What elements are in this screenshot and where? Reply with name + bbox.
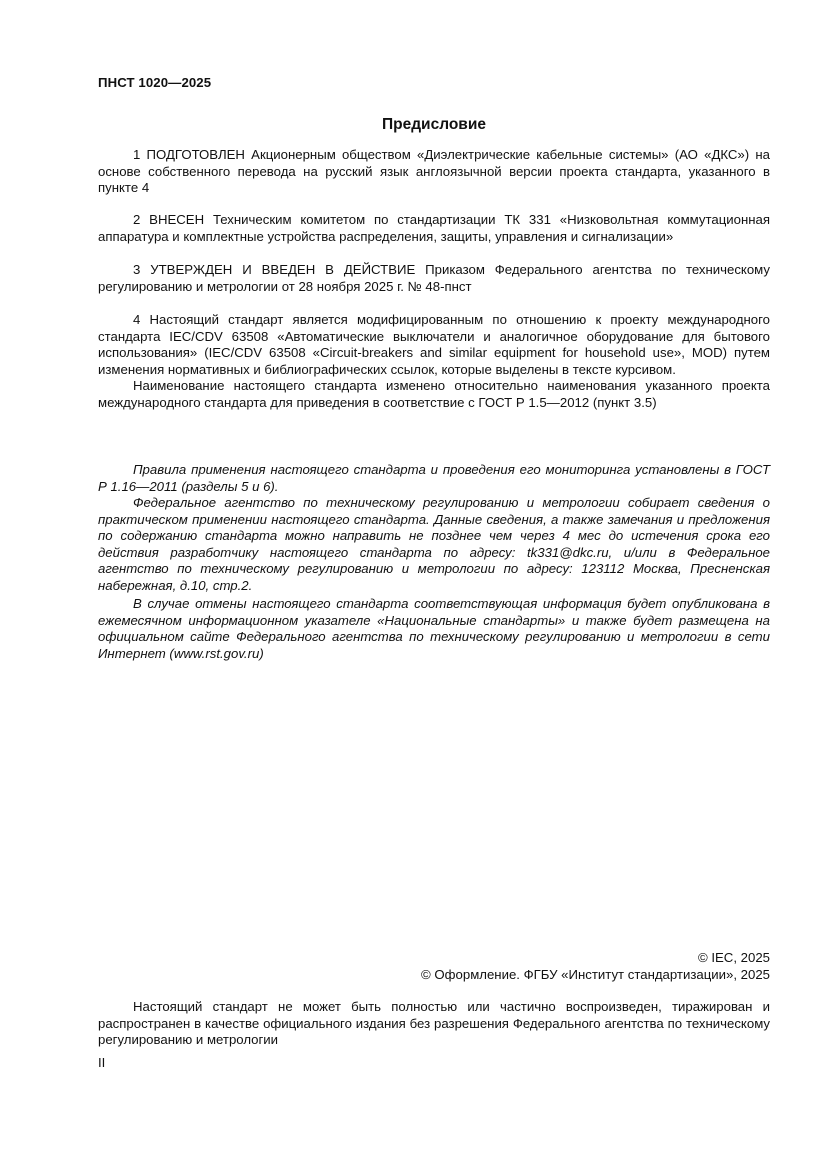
notice-paragraph-feedback: Федеральное агентство по техническому регулированию и метрологии собирает сведения о практическом применении настоящего стандарта. Данные сведения, а также замечания и предложения по содержанию стандарта можно направить не позднее чем через 4 мес до истечения срока его действия разработчику настоящего стандарта по адресу: tk331@dkc.ru, и/или в Федеральное агентство по техническому регулированию и метрологии по адресу: 123112 Москва, Пресненская набережная, д.10, стр.2. <box>98 495 770 593</box>
footer-restriction: Настоящий стандарт не может быть полностью или частично воспроизведен, тиражирован и распространен в качестве официального издания без разрешения Федерального агентства по техническому регулированию и метрологии <box>98 999 770 1047</box>
page-title: Предисловие <box>381 116 486 133</box>
preface-item-3: 3 УТВЕРЖДЕН И ВВЕДЕН В ДЕЙСТВИЕ Приказом Федерального агентства по техническому регулированию и метрологии от 28 ноября 2025 г. № 48-пнст <box>98 262 770 294</box>
preface-item-4-note: Наименование настоящего стандарта изменено относительно наименования указанного проекта международного стандарта для приведения в соответствие с ГОСТ Р 1.5—2012 (пункт 3.5) <box>98 378 770 410</box>
copyright-design: © Оформление. ФГБУ «Институт стандартизации», 2025 <box>421 967 770 982</box>
copyright-iec: © IEC, 2025 <box>697 950 770 965</box>
preface-item-1: 1 ПОДГОТОВЛЕН Акционерным обществом «Диэлектрические кабельные системы» (АО «ДКС») на основе собственного перевода на русский язык англоязычной версии проекта стандарта, указанного в пункте 4 <box>98 147 770 195</box>
notice-paragraph-cancellation: В случае отмены настоящего стандарта соответствующая информация будет опубликована в ежемесячном информационном указателе «Национальные стандарты» и также будет размещена на официальном сайте Федерального агентства по техническому регулированию и метрологии в сети Интернет (www.rst.gov.ru) <box>98 596 770 661</box>
document-code: ПНСТ 1020—2025 <box>98 75 212 90</box>
preface-item-2: 2 ВНЕСЕН Техническим комитетом по стандартизации ТК 331 «Низковольтная коммутационная аппаратура и комплектные устройства распределения, защиты, управления и сигнализации» <box>98 212 770 244</box>
preface-item-4: 4 Настоящий стандарт является модифицированным по отношению к проекту международного стандарта IEC/CDV 63508 «Автоматические выключатели и аналогичное оборудование для бытового использования» (IEC/CDV 63508 «Circuit-breakers and similar equipment for household use», MOD) путем изменения нормативных и библиографических ссылок, которые выделены в тексте курсивом. <box>98 312 770 377</box>
page-number: II <box>98 1055 106 1070</box>
notice-paragraph-rules: Правила применения настоящего стандарта и проведения его мониторинга установлены в ГОСТ Р 1.16—2011 (разделы 5 и 6). <box>98 462 770 494</box>
